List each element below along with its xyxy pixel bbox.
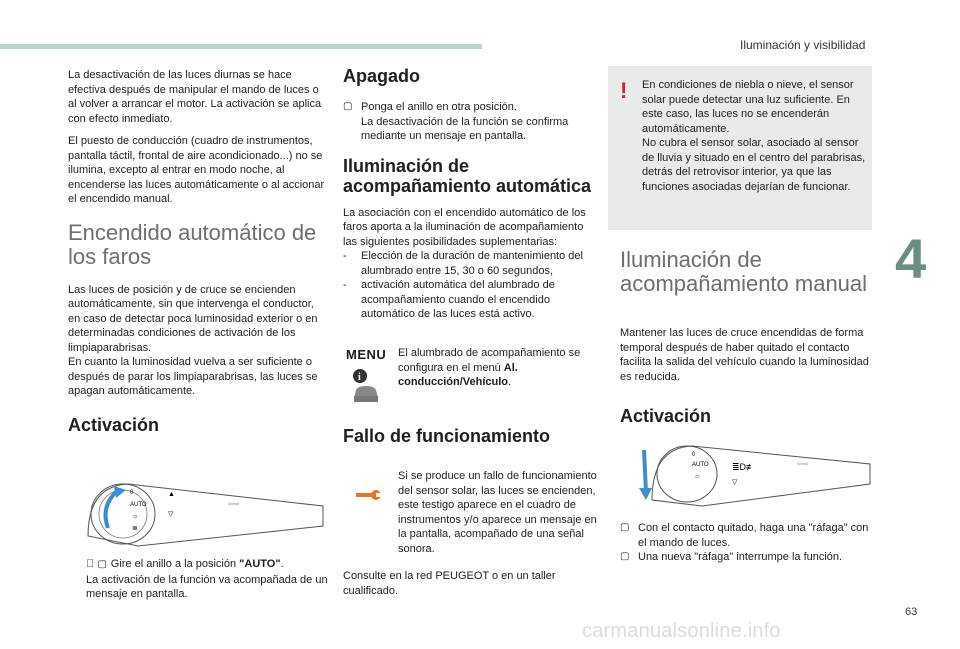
auto-headlights-paragraph: Las luces de posición y de cruce se encienden automáticamente, sin que intervenga el conductor, en caso de detectar poca luminosidad exterior o en determinadas condiciones de activación de los limpiaparabrisas.	[68, 283, 318, 354]
manual-activation-bullets	[620, 521, 872, 565]
auto-guide-paragraph: La asociación con el encendido automático de los faros aporta a la iluminación de acompañamiento las siguientes posibilidades suplementarias:	[343, 206, 586, 248]
flash-stalk-illustration	[632, 440, 872, 512]
flash-bullet-1: ▢ Con el contacto quitado, haga una "ráfaga" con el mando de luces.	[620, 522, 869, 549]
menu-icon-group	[346, 347, 396, 411]
chapter-number: 4	[895, 227, 927, 290]
off-confirm: La desactivación de la función se confirma mediante un mensaje en pantalla.	[361, 115, 569, 142]
svg-text:≣: ≣	[132, 525, 138, 532]
duration-option: - Elección de la duración de mantenimiento del alumbrado entre 15, 30 o 60 segundos,	[343, 250, 583, 277]
manual-guide-heading: Iluminación de acompañamiento manual	[620, 247, 868, 296]
svg-text:▽: ▽	[168, 511, 174, 518]
column-middle	[343, 66, 599, 322]
svg-text:AUTO: AUTO	[130, 502, 147, 508]
svg-text:▽: ▽	[732, 479, 738, 486]
svg-text:▲: ▲	[168, 491, 175, 498]
svg-text:AUTO: AUTO	[692, 462, 709, 468]
menu-label: MENU	[346, 347, 387, 362]
warning-icon: !	[620, 78, 628, 103]
column-right	[620, 248, 872, 426]
svg-text:0: 0	[130, 490, 134, 496]
wrench-icon	[352, 485, 382, 505]
menu-path: Al. conducción/Vehículo	[398, 361, 518, 388]
top-accent-bar	[0, 44, 482, 49]
warning-text	[642, 78, 866, 194]
section-title: Iluminación y visibilidad	[740, 38, 866, 52]
auto-headlights-paragraph-2: En cuanto la luminosidad vuelva a ser suficiente o después de parar los limpiaparabrisas, las luces se apagan automáticamente.	[68, 356, 318, 397]
activation-text: Gire el anillo a la posición	[110, 558, 240, 570]
activation-bullet-2: La activación de la función va acompañada de un mensaje en pantalla.	[86, 573, 328, 600]
svg-text:☼: ☼	[694, 473, 701, 480]
auto-label: "AUTO"	[239, 558, 281, 570]
failure-text: Si se produce un fallo de funcionamiento del sensor solar, las luces se encienden, este testigo aparece en el cuadro de instrumentos y/o aparece un mensaje en la pantalla, acompañado de una señal sonora.	[398, 470, 597, 555]
activation-bullets	[86, 557, 330, 602]
light-stalk-illustration	[78, 476, 328, 556]
pull-arrow-icon	[644, 450, 646, 492]
svg-text:i: i	[358, 372, 361, 383]
flash-bullet-2: ▢ Una nueva "ráfaga" interrumpe la función.	[620, 551, 843, 563]
auto-guide-heading: Iluminación de acompañamiento automática	[343, 155, 592, 196]
manual-guide-paragraph: Mantener las luces de cruce encendidas de forma temporal después de haber quitado el contacto facilita la salida del vehículo cuando la luminosidad es reducida.	[620, 327, 869, 383]
failure-section	[343, 426, 599, 446]
info-car-icon	[346, 366, 386, 406]
svg-text:⇦⇨: ⇦⇨	[797, 461, 809, 468]
activation-heading: Activación	[68, 414, 160, 435]
svg-text:≣D≢: ≣D≢	[732, 462, 756, 472]
off-bullet: ▢ Ponga el anillo en otra posición.	[343, 101, 517, 113]
manual-activation-heading: Activación	[620, 406, 712, 426]
column-left	[68, 68, 326, 435]
intro-paragraph: La desactivación de las luces diurnas se hace efectiva después de manipular el mando de luces o al volver a arrancar el motor. La activación se aplica con efecto inmediato.	[68, 69, 322, 125]
auto-activation-option: - activación automática del alumbrado de acompañamiento cuando el encendido automático de las luces está activo.	[343, 279, 555, 320]
page-number: 63	[905, 606, 918, 618]
activation-bullet-1: ▢ Gire el anillo a la posición "AUTO".	[97, 558, 284, 570]
warning-text-1: En condiciones de niebla o nieve, el sensor solar puede detectar una luz suficiente. En este caso, las luces no se encenderán automáticamente.	[642, 79, 854, 135]
cockpit-paragraph: El puesto de conducción (cuadro de instrumentos, pantalla táctil, frontal de aire acondicionado...) no se ilumina, excepto al entrar en modo noche, al encenderse las luces automáticamente o al accionar el encendido manual.	[68, 135, 325, 205]
consult-text: Consulte en la red PEUGEOT o en un taller cualificado.	[343, 570, 556, 597]
menu-config-text: El alumbrado de acompañamiento se configura en el menú Al. conducción/Vehículo.	[398, 347, 581, 388]
svg-text:0: 0	[692, 452, 696, 458]
failure-heading: Fallo de funcionamiento	[343, 426, 551, 446]
watermark: carmanualsonline.info	[582, 620, 781, 642]
svg-text:⇦⇨: ⇦⇨	[228, 501, 240, 508]
warning-text-2: No cubra el sensor solar, asociado al sensor de lluvia y situado en el centro del parabrisas, detrás del retrovisor interior, ya que las funciones asociadas dejarían de funcionar.	[642, 137, 866, 193]
svg-text:☼: ☼	[132, 513, 139, 520]
auto-headlights-heading: Encendido automático de los faros	[68, 219, 317, 269]
off-heading: Apagado	[343, 66, 421, 86]
